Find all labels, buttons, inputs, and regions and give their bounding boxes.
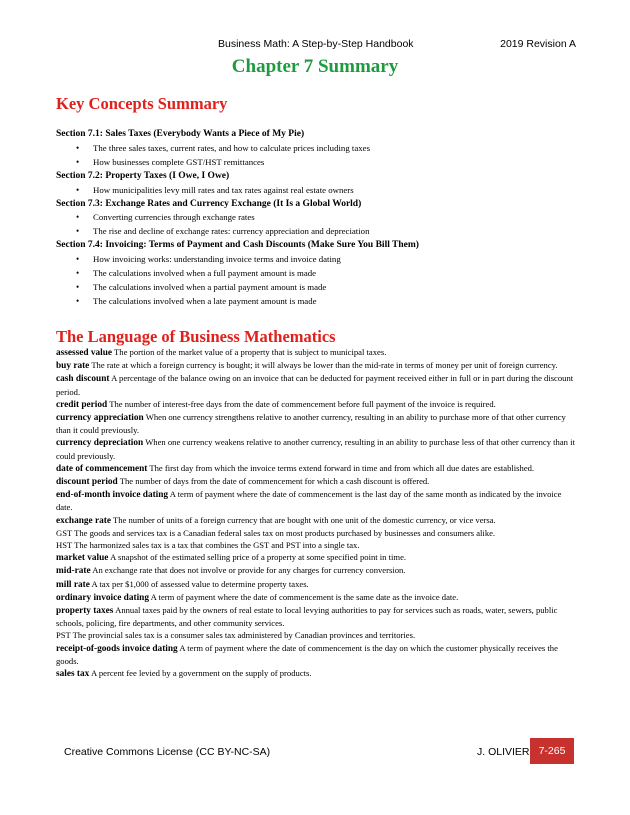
glossary-definition: The goods and services tax is a Canadian federal sales tax on most products purchased by businesses and consumers alike. [74,527,496,538]
glossary-term: end-of-month invoice dating [56,490,169,501]
glossary-term: receipt-of-goods invoice dating [56,643,178,654]
glossary-entry [56,346,576,359]
key-concepts-list [56,128,576,309]
glossary-definition: The number of days from the date of commencement for which a cash discount is offered. [119,476,430,487]
glossary-definition: When one currency strengthens relative to another currency, resulting in an ability to purchase more of that other currency than it could previously. [56,412,566,436]
glossary-entry [56,462,576,475]
glossary-term: GST [56,527,73,538]
glossary-term: assessed value [56,348,113,358]
glossary-entry [56,642,576,667]
glossary-entry [56,539,576,551]
glossary-term: PST [56,630,71,641]
list-item: • The rise and decline of exchange rates: currency appreciation and depreciation [56,225,576,239]
page-number-badge: 7-265 [530,738,574,764]
glossary-definition: A term of payment where the date of commencement is the last day of the same month as indicated by the invoice date. [56,489,562,513]
glossary-definition: A snapshot of the estimated selling price of a property at some specified point in time. [110,552,407,563]
glossary-term: currency depreciation [56,438,144,449]
key-concepts-heading: Key Concepts Summary [56,94,228,113]
glossary-definition: A term of payment where the date of commencement is the same date as the invoice date. [150,591,459,602]
glossary-term: ordinary invoice dating [56,592,149,603]
section-7-1-title: Section 7.1: Sales Taxes (Everybody Wants a Piece of My Pie) [56,129,305,139]
glossary-term: buy rate [56,361,90,372]
glossary-definition: Annual taxes paid by the owners of real estate to local levying authorities to pay for services such as roads, water, sewers, public schools, policing, fire departments, and other community services. [56,605,558,629]
glossary-term: exchange rate [56,515,111,526]
glossary-term: cash discount [56,374,110,385]
glossary-entry [56,372,576,397]
glossary-definition: The first day from which the invoice terms extend forward in time and from which all due dates are established. [149,462,535,473]
list-item: • How invoicing works: understanding invoice terms and invoice dating [56,253,576,267]
glossary-definition: The number of units of a foreign currency that are bought with one unit of the domestic currency, or vice versa. [113,514,496,525]
glossary-definition: An exchange rate that does not involve or provide for any charges for currency conversion. [92,565,406,576]
running-header-title: Business Math: A Step-by-Step Handbook [218,38,414,50]
language-heading: The Language of Business Mathematics [56,327,336,346]
chapter-title: Chapter 7 Summary [231,56,399,77]
glossary-entry [56,551,576,564]
license-footer: Creative Commons License (CC BY-NC-SA) [64,746,271,758]
glossary-term: mill rate [56,579,90,590]
list-item: • How municipalities levy mill rates and tax rates against real estate owners [56,184,576,198]
glossary-term: property taxes [56,606,114,617]
glossary-definition: A term of payment where the date of commencement is the day on which the customer physically receives the goods. [56,642,558,666]
glossary-definition: A percent fee levied by a government on the supply of products. [91,668,312,679]
glossary-definition: The number of interest-free days from the date of commencement before full payment of the invoice is required. [109,398,496,409]
glossary-term: credit period [56,399,108,410]
running-header-revision: 2019 Revision A [500,38,576,50]
glossary-entry [56,591,576,604]
glossary-term: date of commencement [56,463,148,474]
list-item: • The calculations involved when a full payment amount is made [56,267,576,281]
glossary-term: HST [56,540,73,551]
glossary-entry [56,436,576,461]
glossary-definition: A percentage of the balance owing on an invoice that can be deducted for payment received either in full or in part during the discount period. [56,373,574,397]
glossary-entry [56,578,576,591]
glossary-term: mid-rate [56,566,91,577]
list-item: • The calculations involved when a late payment amount is made [56,295,576,309]
glossary-entry [56,475,576,488]
glossary-entry [56,514,576,527]
glossary-list [56,346,576,680]
glossary-entry [56,629,576,641]
glossary-definition: When one currency weakens relative to another currency, resulting in an ability to purchase less of that other currency than it could previously. [56,437,575,461]
glossary-entry [56,564,576,577]
glossary-term: sales tax [56,669,90,680]
glossary-definition: The rate at which a foreign currency is bought; it will always be lower than the mid-rate in terms of money per unit of foreign currency. [91,360,558,371]
list-item: • Converting currencies through exchange rates [56,211,576,225]
glossary-definition: The portion of the market value of a property that is subject to municipal taxes. [114,347,387,357]
glossary-definition: A tax per $1,000 of assessed value to determine property taxes. [91,578,309,589]
glossary-entry [56,488,576,513]
glossary-term: currency appreciation [56,413,144,424]
glossary-term: discount period [56,477,118,488]
glossary-entry [56,667,576,680]
section-7-4-title: Section 7.4: Invoicing: Terms of Payment and Cash Discounts (Make Sure You Bill Them) [56,240,419,251]
section-7-3-title: Section 7.3: Exchange Rates and Currency Exchange (It Is a Global World) [56,198,362,209]
glossary-term: market value [56,553,109,564]
glossary-entry [56,411,576,436]
list-item: • The three sales taxes, current rates, and how to calculate prices including taxes [56,142,576,156]
glossary-definition: The harmonized sales tax is a tax that combines the GST and PST into a single tax. [74,540,360,551]
glossary-entry [56,604,576,629]
list-item: • The calculations involved when a partial payment amount is made [56,281,576,295]
glossary-entry [56,359,576,372]
list-item: • How businesses complete GST/HST remittances [56,156,576,170]
glossary-definition: The provincial sales tax is a consumer sales tax administered by Canadian provinces and territories. [72,630,416,641]
glossary-entry [56,527,576,539]
section-7-2-title: Section 7.2: Property Taxes (I Owe, I Owe) [56,170,230,181]
author-footer: J. OLIVIER [477,746,530,758]
glossary-entry [56,398,576,411]
